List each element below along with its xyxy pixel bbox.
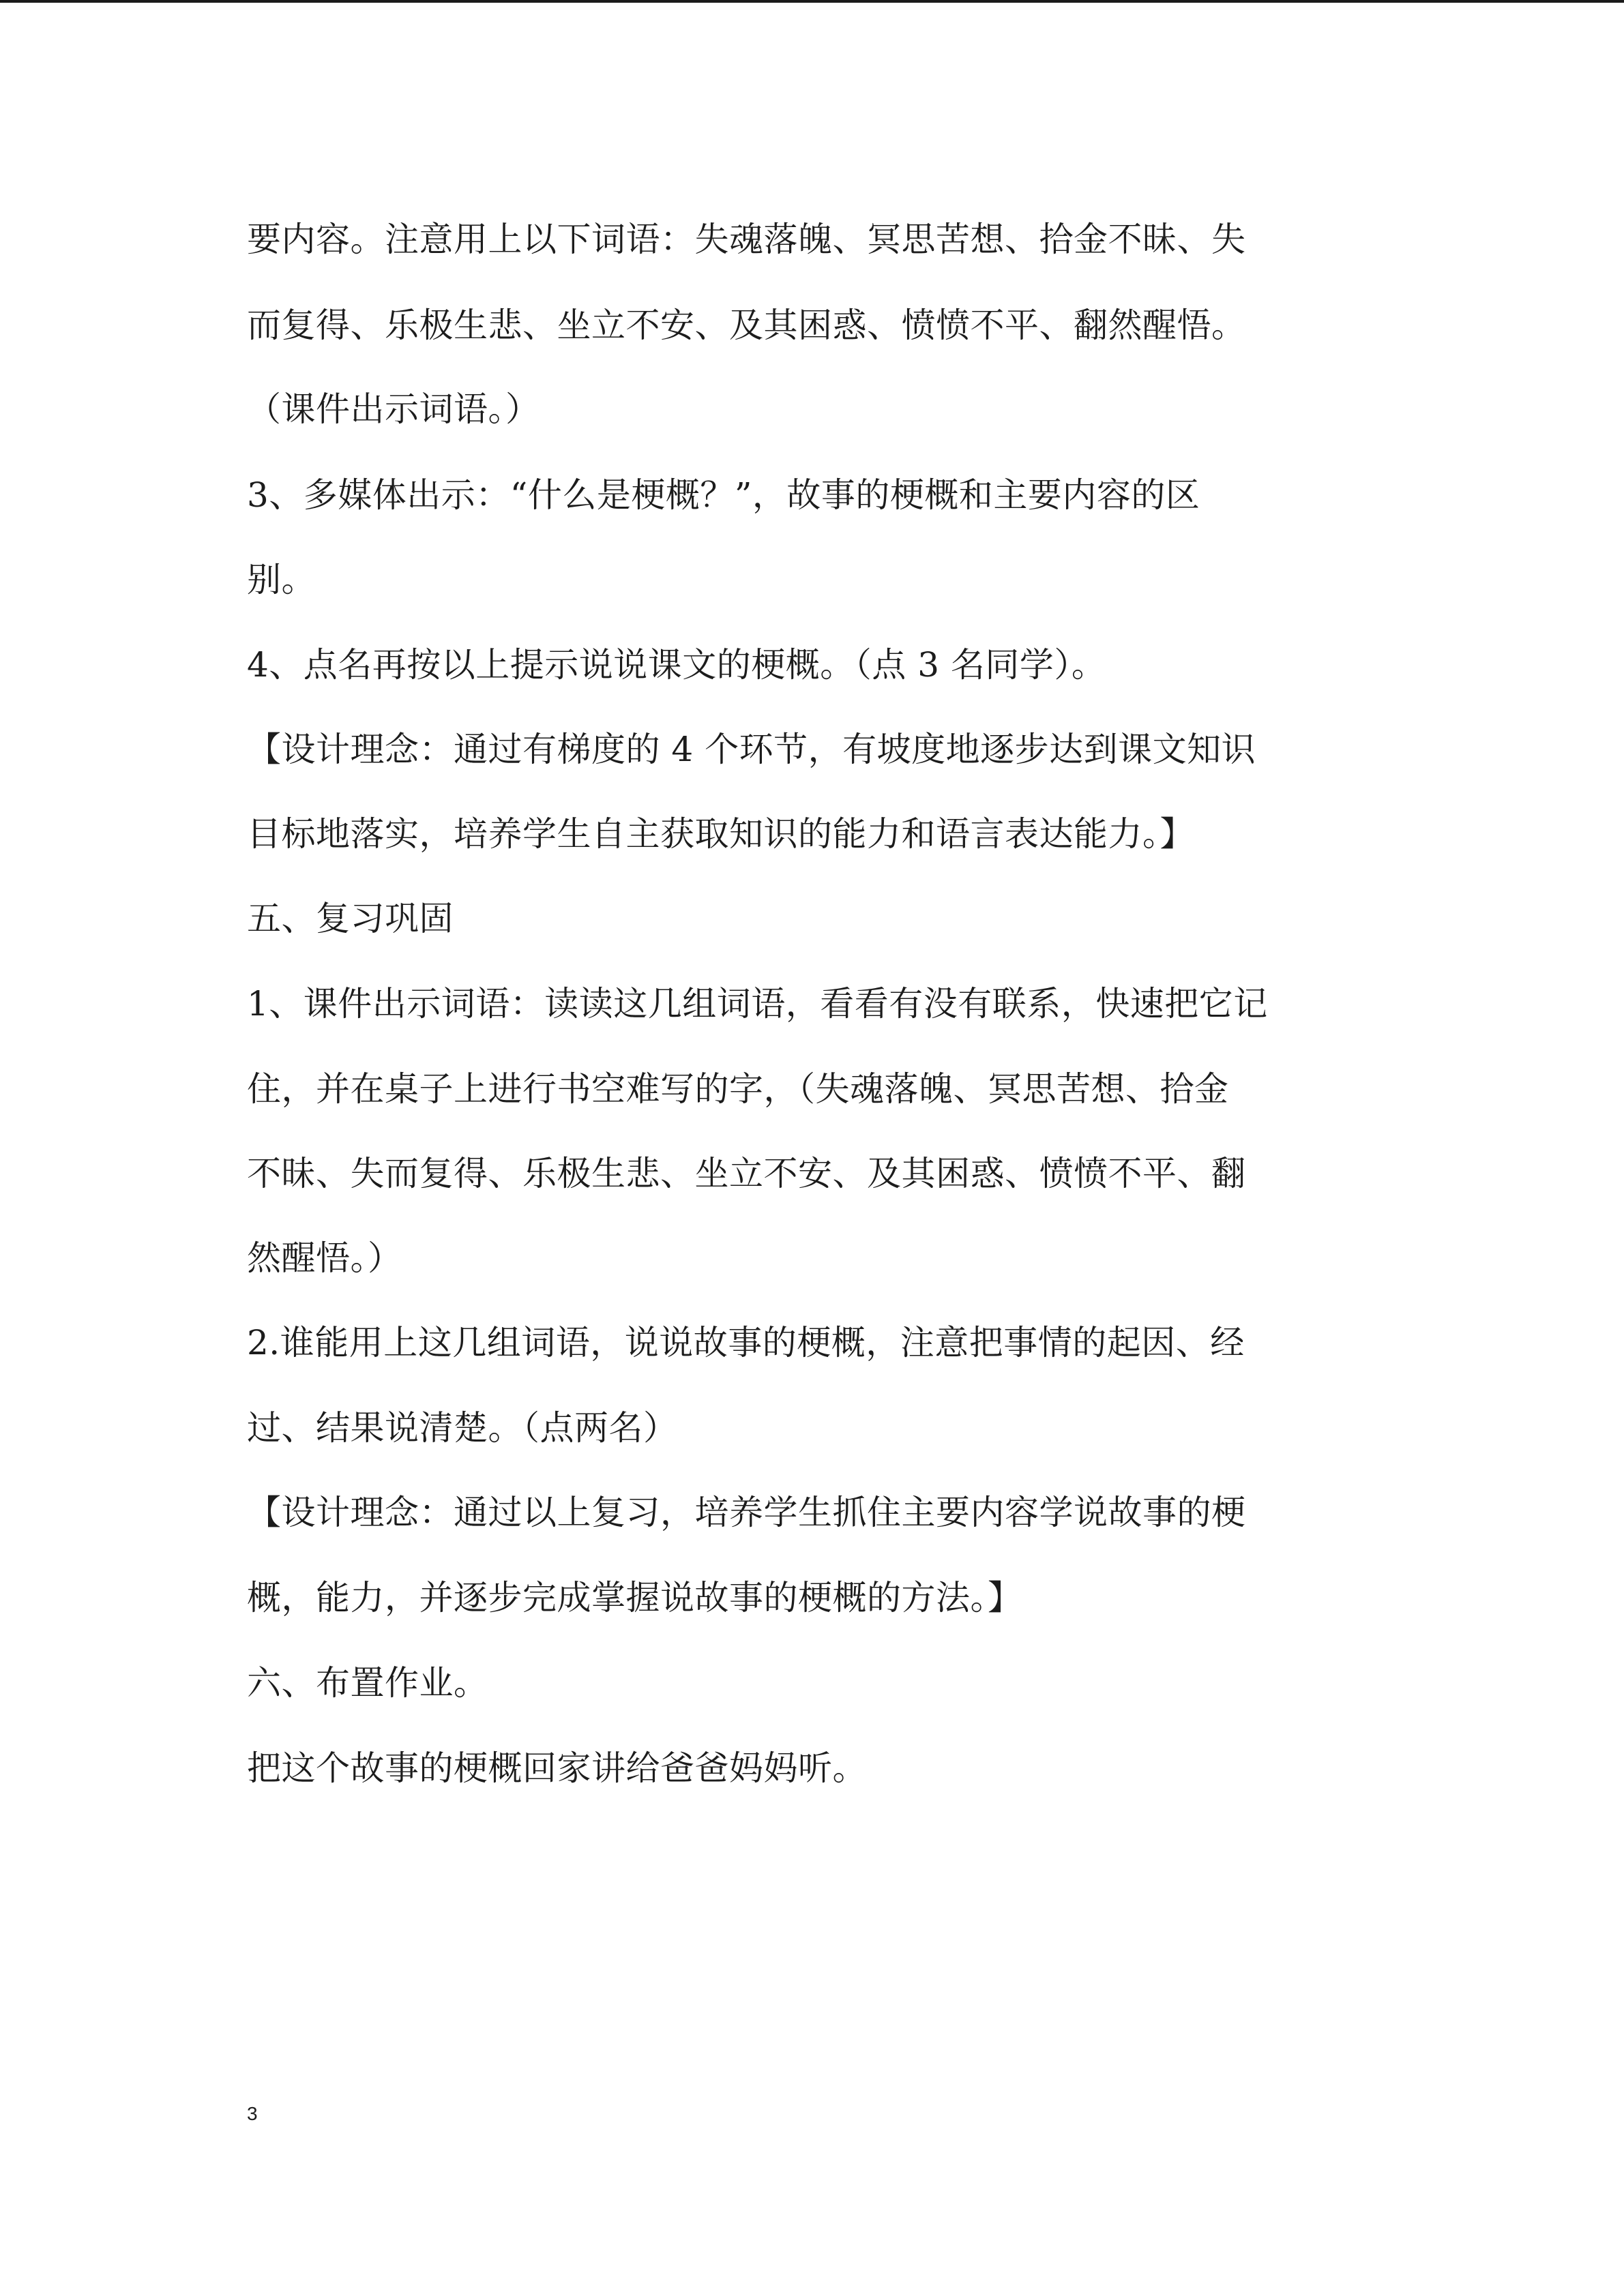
- text-line-15: 过、结果说清楚。（点两名）: [247, 1408, 678, 1448]
- page-number: 3: [247, 2103, 258, 2124]
- text-line-1: 要内容。注意用上以下词语：失魂落魄、冥思苦想、拾金不昧、失: [247, 220, 1246, 259]
- text-line-13: 然醒悟。）: [247, 1238, 402, 1278]
- text-line-11: 住，并在桌子上进行书空难写的字，（失魂落魄、冥思苦想、拾金: [247, 1069, 1229, 1109]
- text-line-19: 把这个故事的梗概回家讲给爸爸妈妈听。: [247, 1748, 867, 1788]
- design-note-line-4: 概，能力，并逐步完成掌握说故事的梗概的方法。】: [247, 1578, 1022, 1617]
- design-note-line-1: 【设计理念：通过有梯度的 4 个环节，有坡度地逐步达到课文知识: [247, 730, 1256, 769]
- text-line-5: 别。: [247, 560, 316, 599]
- design-note-line-2: 目标地落实，培养学生自主获取知识的能力和语言表达能力。】: [247, 814, 1194, 854]
- text-line-12: 不昧、失而复得、乐极生悲、坐立不安、及其困惑、愤愤不平、翻: [247, 1154, 1246, 1193]
- section-heading-homework: 六、布置作业。: [247, 1663, 488, 1703]
- text-line-6: 4、点名再按以上提示说说课文的梗概。（点 3 名同学）。: [247, 645, 1106, 685]
- text-line-10: 1、课件出示词语：读读这几组词语，看看有没有联系，快速把它记: [247, 984, 1268, 1024]
- text-line-3: （课件出示词语。）: [247, 389, 540, 429]
- section-heading-review: 五、复习巩固: [247, 899, 454, 938]
- text-line-14: 2.谁能用上这几组词语，说说故事的梗概，注意把事情的起因、经: [247, 1323, 1245, 1362]
- text-line-2: 而复得、乐极生悲、坐立不安、及其困惑、愤愤不平、翻然醒悟。: [247, 305, 1246, 345]
- text-line-4: 3、多媒体出示：“什么是梗概？”，故事的梗概和主要内容的区: [247, 475, 1200, 515]
- design-note-line-3: 【设计理念：通过以上复习，培养学生抓住主要内容学说故事的梗: [247, 1493, 1246, 1532]
